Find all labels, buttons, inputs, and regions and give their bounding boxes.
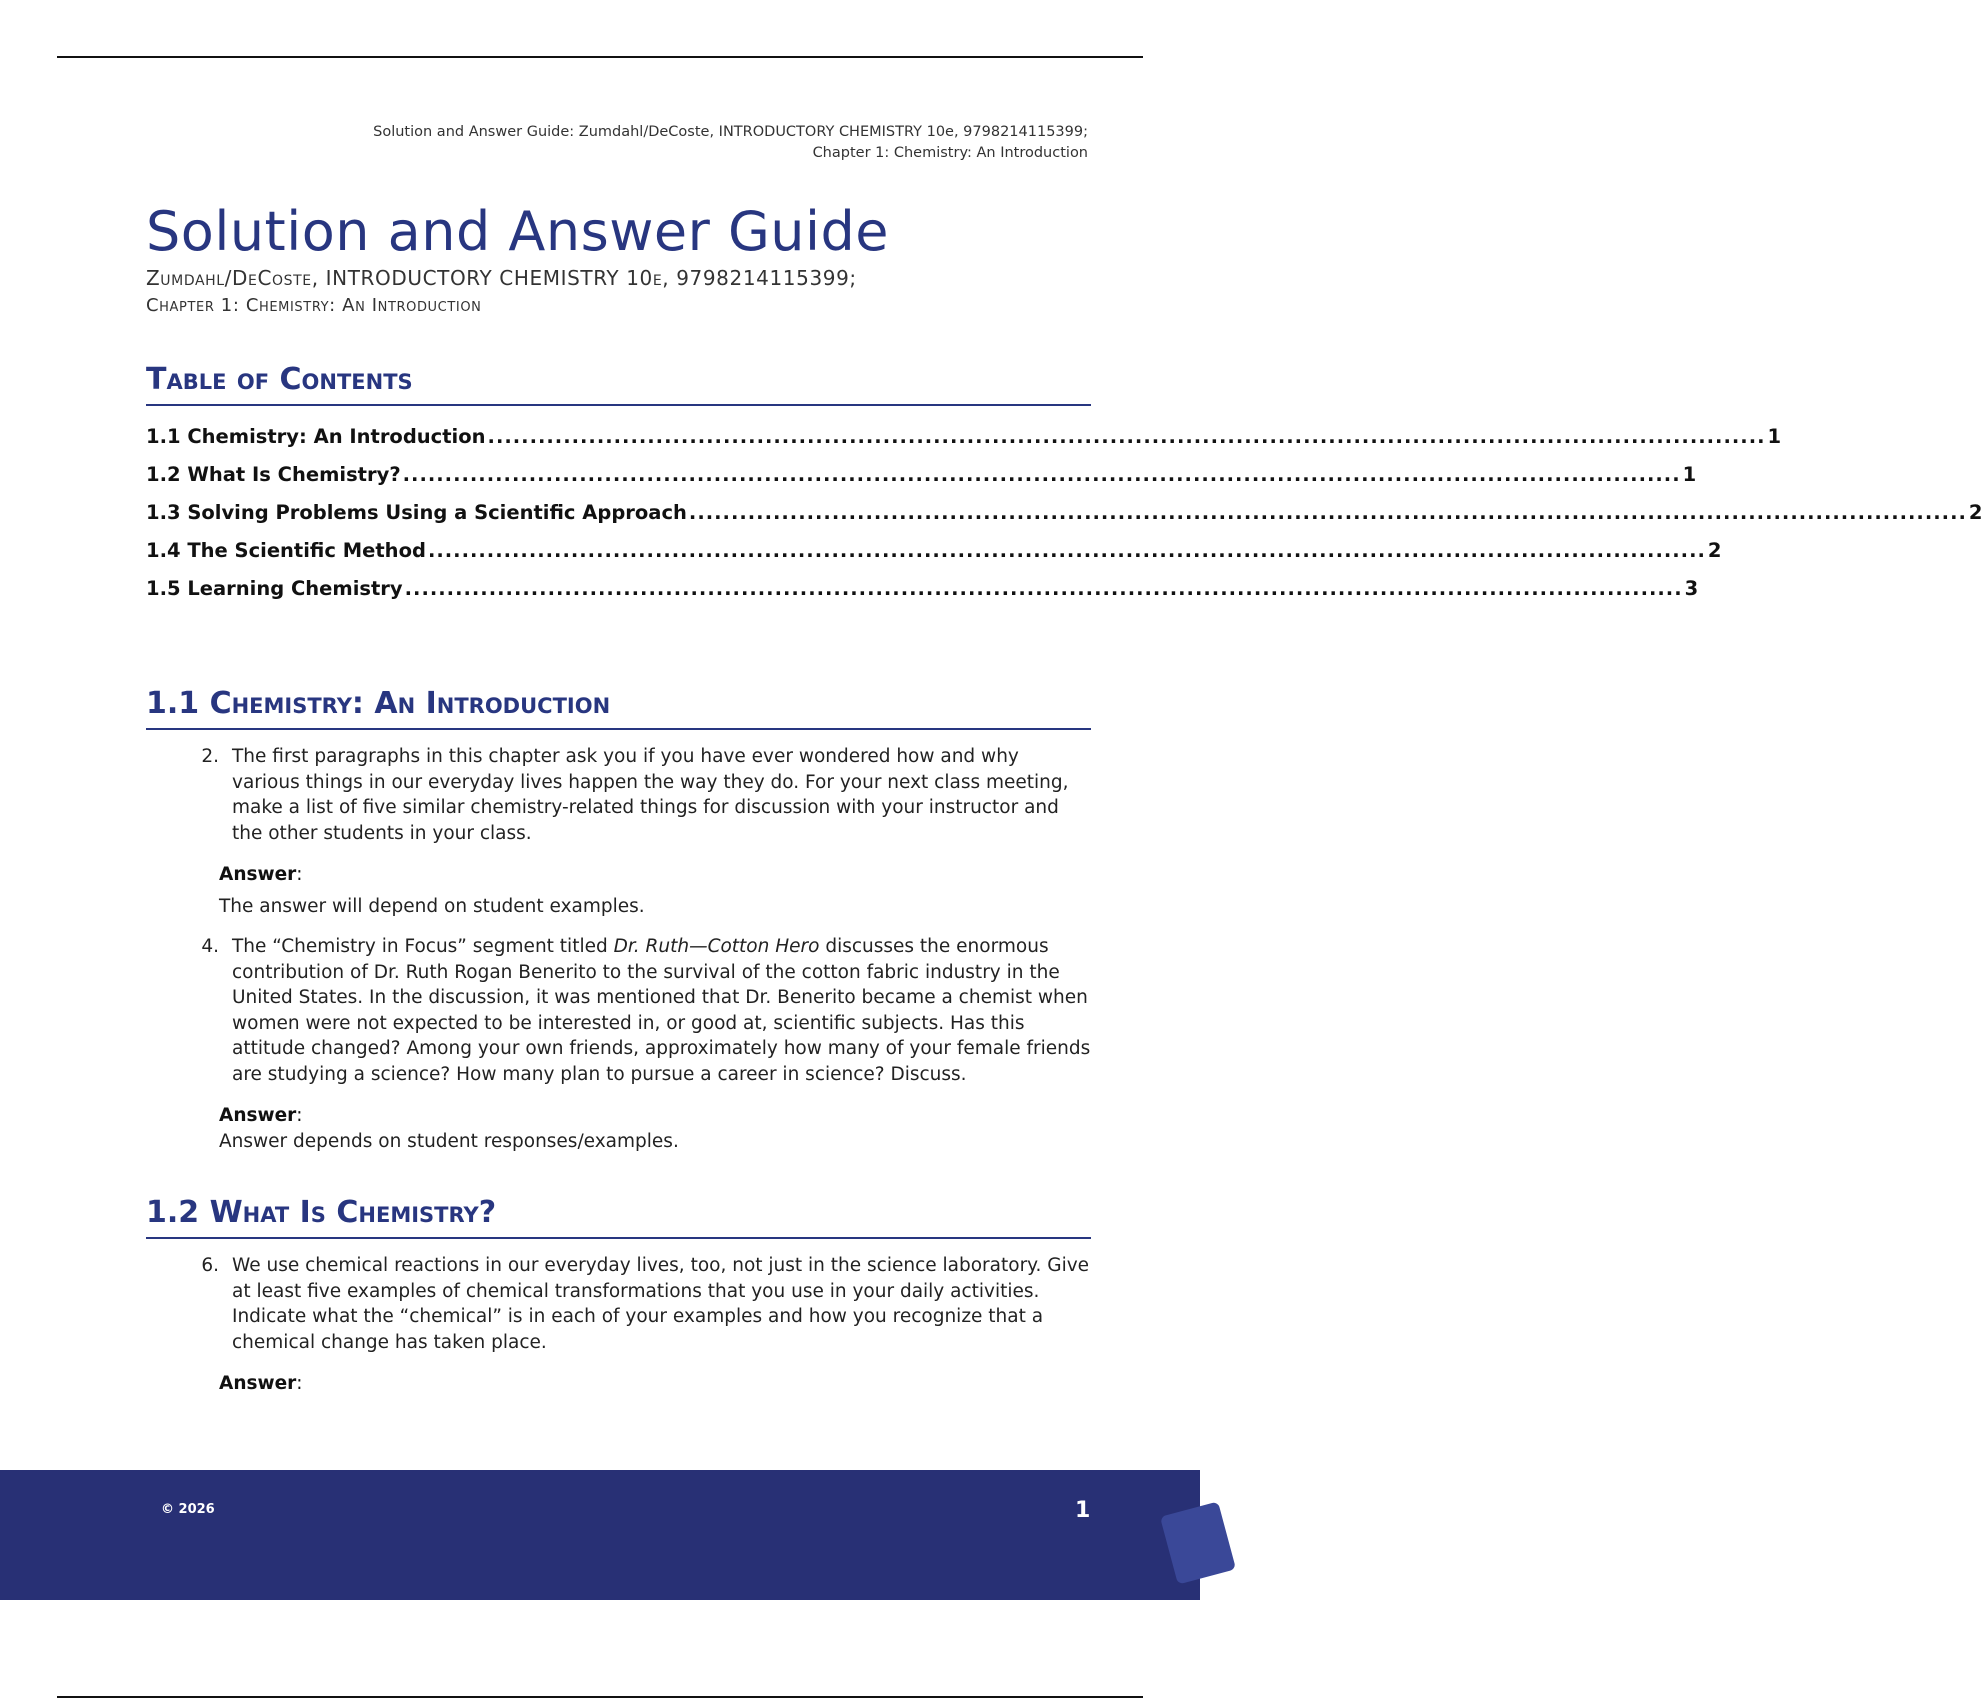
answer-text: Answer depends on student responses/examples. bbox=[219, 1131, 679, 1152]
answer-block bbox=[219, 1103, 1091, 1155]
toc-entry-label: 1.4 The Scientific Method bbox=[146, 539, 426, 562]
question bbox=[146, 744, 1091, 846]
toc-list bbox=[146, 418, 1982, 608]
answer-block bbox=[219, 862, 1091, 920]
question-block bbox=[146, 744, 1091, 920]
question-text: We use chemical reactions in our everyday lives, too, not just in the science laboratory. Give at least five examples of chemical transformations that you use in your daily activities. Indicate what the “chemical” is in each of your examples and how you recognize that a chemical change has taken place. bbox=[232, 1255, 1090, 1353]
question bbox=[146, 934, 1091, 1087]
chapter-subtitle: Chapter 1: Chemistry: An Introduction bbox=[146, 295, 482, 316]
toc-entry-label: 1.2 What Is Chemistry? bbox=[146, 463, 401, 486]
toc-leader-dots: ........................................................................................................................................................ bbox=[688, 501, 1967, 524]
toc-entry[interactable] bbox=[146, 570, 1699, 608]
question-number: 2. bbox=[201, 746, 219, 767]
page-content bbox=[146, 200, 1982, 1397]
section-1-2 bbox=[146, 1193, 1091, 1397]
page-title: Solution and Answer Guide bbox=[146, 200, 890, 263]
decorative-corner-shape bbox=[1160, 1501, 1236, 1584]
question-text: The first paragraphs in this chapter ask you if you have ever wondered how and why various things in our everyday lives happen the way they do. For your next class meeting, make a list of five similar chemistry-related things for discussion with your instructor and the other students in your class. bbox=[232, 746, 1069, 844]
bottom-rule bbox=[57, 1696, 1143, 1698]
toc-leader-dots: ........................................................................................................................................................ bbox=[404, 577, 1683, 600]
question-number: 4. bbox=[201, 936, 219, 957]
toc-entry-page: 1 bbox=[1767, 425, 1782, 448]
toc-entry-page: 2 bbox=[1968, 501, 1982, 524]
toc-entry[interactable] bbox=[146, 532, 1722, 570]
toc-entry-label: 1.1 Chemistry: An Introduction bbox=[146, 425, 486, 448]
running-head bbox=[373, 122, 1088, 164]
toc-entry-page: 2 bbox=[1707, 539, 1722, 562]
toc-entry[interactable] bbox=[146, 456, 1697, 494]
book-subtitle: Zumdahl/DeCoste, INTRODUCTORY CHEMISTRY 10e, 9798214115399; bbox=[146, 266, 857, 290]
section-heading: 1.2 What Is Chemistry? bbox=[146, 1193, 1091, 1239]
toc-leader-dots: ........................................................................................................................................................ bbox=[487, 425, 1766, 448]
answer-text: The answer will depend on student examples. bbox=[219, 896, 645, 917]
question-text: The “Chemistry in Focus” segment titled Dr. Ruth—Cotton Hero discusses the enormous contribution of Dr. Ruth Rogan Benerito to the survival of the cotton fabric industry in the United States. In the discussion, it was mentioned that Dr. Benerito became a chemist when women were not expected to be interested in, or good at, scientific subjects. Has this attitude changed? Among your own friends, approximately how many of your female friends are studying a science? How many plan to pursue a career in science? Discuss. bbox=[232, 936, 1091, 1085]
toc-entry[interactable] bbox=[146, 418, 1782, 456]
section-heading: 1.1 Chemistry: An Introduction bbox=[146, 684, 1091, 730]
answer-label: Answer: bbox=[219, 864, 303, 885]
answer-label: Answer: bbox=[219, 1373, 303, 1394]
running-head-line1: Solution and Answer Guide: Zumdahl/DeCoste, INTRODUCTORY CHEMISTRY 10e, 9798214115399; bbox=[373, 124, 1088, 140]
toc-entry-page: 1 bbox=[1682, 463, 1697, 486]
top-rule bbox=[57, 56, 1143, 58]
question-block bbox=[146, 1253, 1091, 1397]
running-head-line2: Chapter 1: Chemistry: An Introduction bbox=[812, 145, 1088, 161]
table-of-contents bbox=[146, 360, 1982, 608]
question-block bbox=[146, 934, 1091, 1155]
segment-title: Dr. Ruth—Cotton Hero bbox=[613, 936, 820, 957]
answer-label: Answer: bbox=[219, 1105, 303, 1126]
toc-entry-label: 1.5 Learning Chemistry bbox=[146, 577, 403, 600]
toc-entry-label: 1.3 Solving Problems Using a Scientific Approach bbox=[146, 501, 687, 524]
section-1-1 bbox=[146, 684, 1091, 1155]
page-number: 1 bbox=[1075, 1498, 1091, 1523]
toc-entry[interactable] bbox=[146, 494, 1982, 532]
toc-leader-dots: ........................................................................................................................................................ bbox=[402, 463, 1681, 486]
question-number: 6. bbox=[201, 1255, 219, 1276]
question bbox=[146, 1253, 1091, 1355]
footer-band bbox=[0, 1470, 1200, 1600]
toc-entry-page: 3 bbox=[1684, 577, 1699, 600]
toc-heading: Table of Contents bbox=[146, 360, 1091, 406]
toc-leader-dots: ........................................................................................................................................................ bbox=[427, 539, 1706, 562]
answer-block bbox=[219, 1371, 1091, 1397]
copyright: © 2026 bbox=[161, 1502, 215, 1517]
